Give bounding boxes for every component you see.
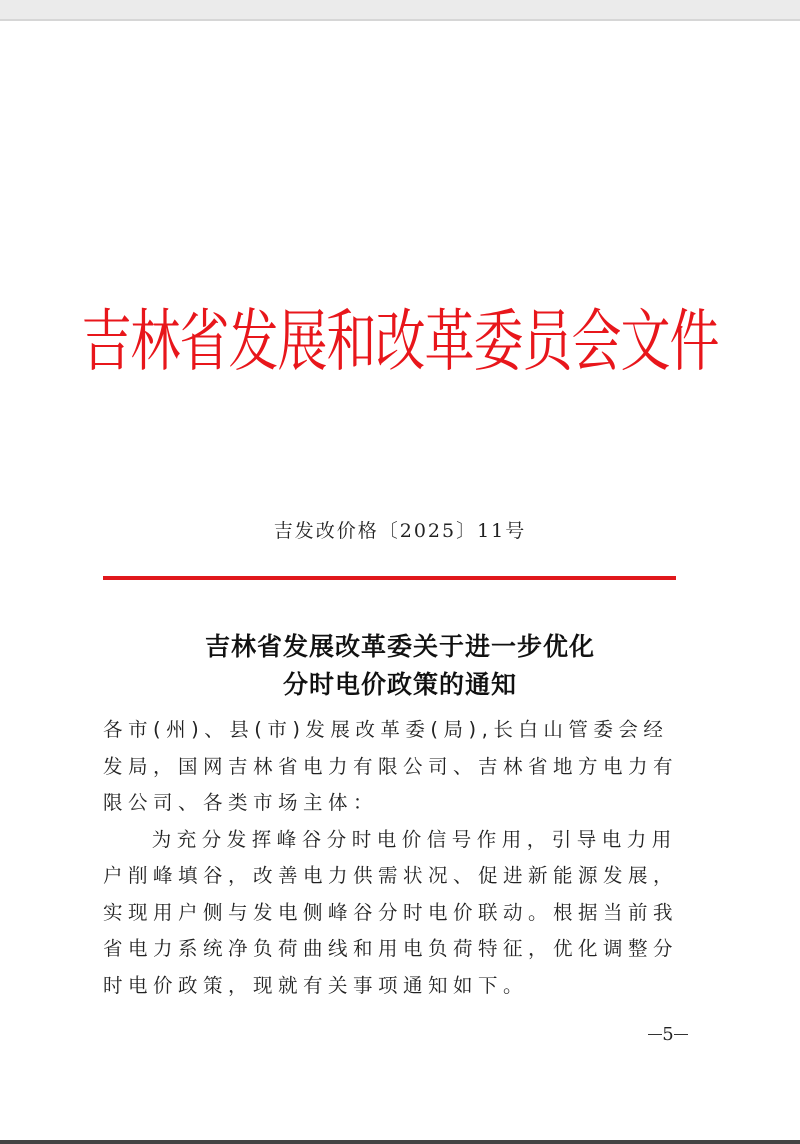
page-number-dash-left [648,1034,662,1035]
viewer-bottom-bar [0,1140,800,1144]
page-number-value: 5 [662,1023,674,1045]
document-title [0,628,800,704]
page-number-dash-right [674,1034,688,1035]
body-paragraph-1: 为充分发挥峰谷分时电价信号作用，引导电力用户削峰填谷，改善电力供需状况、促进新能源发展，实现用户侧与发电侧峰谷分时电价联动。根据当前我省电力系统净负荷曲线和用电负荷特征，优化调整分时电价政策，现就有关事项通知如下。 [103,827,679,997]
viewer-top-bar [0,0,800,21]
page-number [643,1024,693,1044]
document-masthead: 吉林省发展和改革委员会文件 [81,302,719,381]
document-body [103,712,693,1004]
title-line-2: 分时电价政策的通知 [282,670,517,699]
red-divider-rule [103,576,676,580]
title-line-1: 吉林省发展改革委关于进一步优化 [204,632,595,661]
addressee-paragraph: 各市(州)、县(市)发展改革委(局),长白山管委会经发局，国网吉林省电力有限公司、吉林省地方电力有限公司、各类市场主体： [103,718,679,814]
document-number: 吉发改价格〔2025〕11号 [273,520,527,542]
